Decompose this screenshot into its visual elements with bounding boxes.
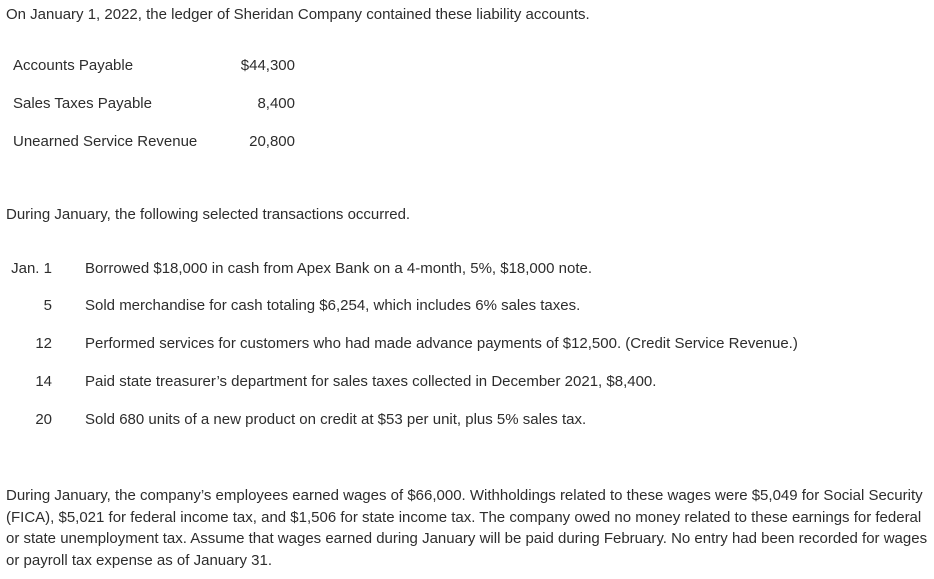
transaction-description: Performed services for customers who had made advance payments of $12,500. (Credit Service Revenue.) [85, 335, 798, 352]
transaction-row [0, 372, 900, 392]
liability-row [13, 132, 295, 152]
transaction-description: Borrowed $18,000 in cash from Apex Bank on a 4-month, 5%, $18,000 note. [85, 260, 592, 277]
liability-row [13, 94, 295, 114]
transaction-row [0, 259, 900, 279]
liability-amount: 8,400 [257, 95, 295, 112]
transaction-description: Paid state treasurer’s department for sales taxes collected in December 2021, $8,400. [85, 373, 657, 390]
intro-text: On January 1, 2022, the ledger of Sheridan Company contained these liability accounts. [6, 6, 590, 23]
transactions-intro: During January, the following selected transactions occurred. [6, 206, 411, 223]
payroll-paragraph: During January, the company’s employees earned wages of $66,000. Withholdings related to these wages were $5,049 for Social Security (FICA), $5,021 for federal income tax, and $1,506 for state income tax. The company owed no money related to these earnings for federal or state unemployment tax. Assume that wages earned during January will be paid during February. No entry had been recorded for wages or payroll tax expense as of January 31. [6, 487, 928, 569]
transaction-row [0, 410, 900, 430]
liability-amount: 20,800 [249, 133, 295, 150]
transaction-date: 14 [35, 373, 52, 390]
transaction-description: Sold 680 units of a new product on credit at $53 per unit, plus 5% sales tax. [85, 411, 587, 428]
liability-row [13, 56, 295, 76]
transaction-date: Jan. 1 [11, 260, 52, 277]
transaction-date: 20 [35, 411, 52, 428]
transaction-row [0, 334, 900, 354]
transaction-description: Sold merchandise for cash totaling $6,254, which includes 6% sales taxes. [85, 297, 581, 314]
transaction-date: 12 [35, 335, 52, 352]
liability-name: Accounts Payable [13, 57, 134, 74]
liability-name: Sales Taxes Payable [13, 95, 152, 112]
transaction-row [0, 296, 900, 316]
liability-amount: $44,300 [240, 57, 295, 74]
liability-name: Unearned Service Revenue [13, 133, 198, 150]
transaction-date: 5 [43, 297, 52, 314]
